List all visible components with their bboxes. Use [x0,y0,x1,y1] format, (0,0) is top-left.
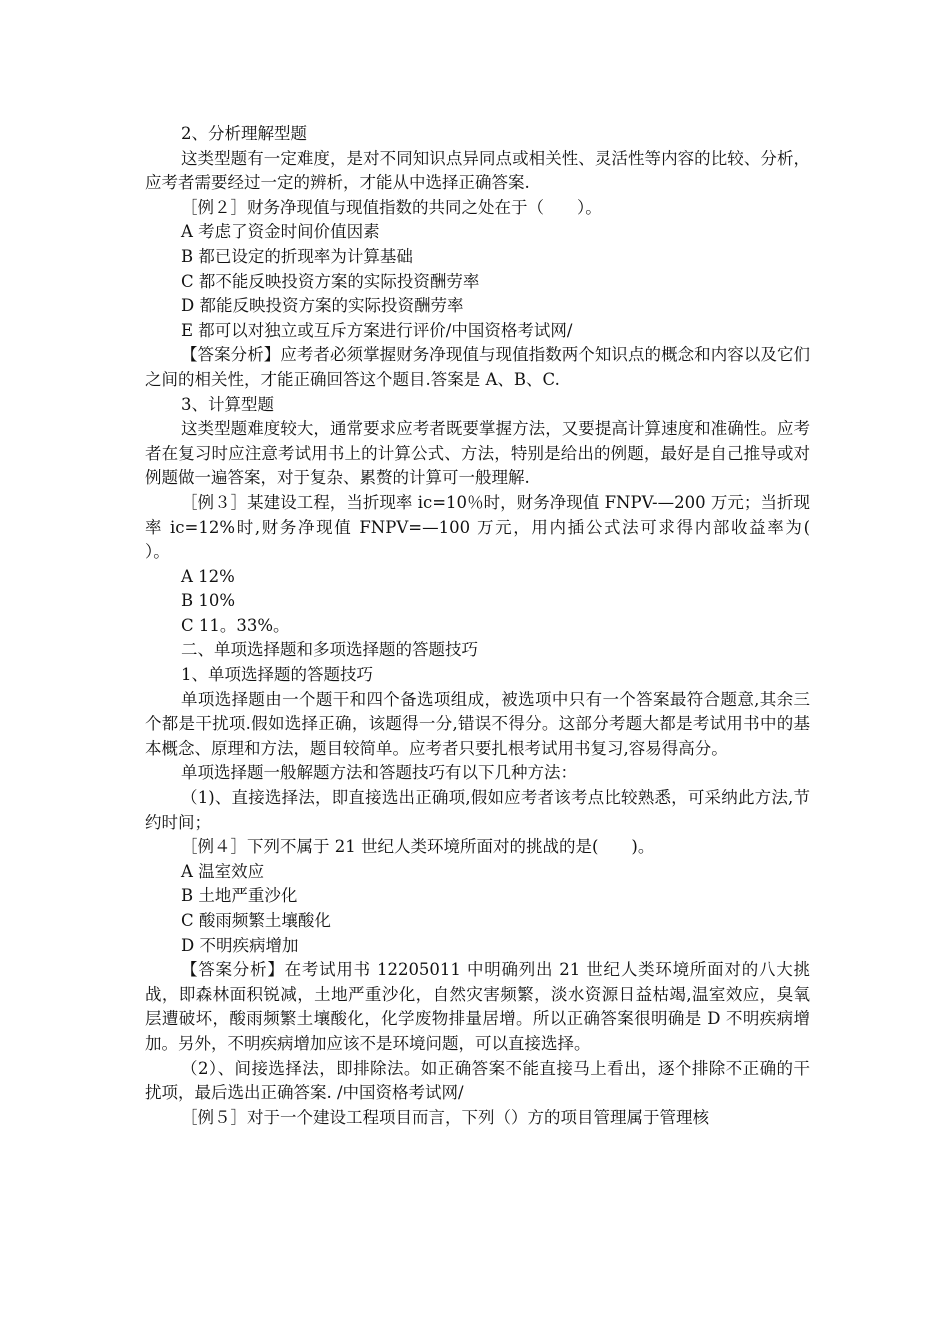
section-heading: 3、计算型题 [181,394,274,414]
paragraph: 这类型题难度较大，通常要求应考者既要掌握方法，又要提高计算速度和准确性。应考者在复习时应注意考试用书上的计算公式、方法，特别是给出的例题，最好是自己推导或对例题做一遍答案，对于复杂、累赘的计算可一般理解. [145,419,810,488]
document-body [145,122,843,1130]
example-question: ［例３］某建设工程，当折现率 ic=10％时，财务净现值 FNPV-—200 万元；当折现率 ic=12%时,财务净现值 FNPV=—100 万元，用内插公式法可求得内部收益率为( ）。 [145,492,843,562]
option-item: A 考虑了资金时间价值因素 [181,222,380,242]
option-item: B 10% [181,591,236,611]
option-item: E 都可以对独立或互斥方案进行评价/中国资格考试网/ [181,320,573,340]
paragraph: （2）、间接选择法，即排除法。如正确答案不能直接马上看出，逐个排除不正确的干扰项，最后选出正确答案. /中国资格考试网/ [145,1058,810,1103]
option-item: D 不明疾病增加 [181,935,299,955]
paragraph: （1)、直接选择法，即直接选出正确项,假如应考者该考点比较熟悉，可采纳此方法,节约时间； [145,788,810,832]
option-item: C 都不能反映投资方案的实际投资酬劳率 [181,271,480,291]
paragraph: 单项选择题由一个题干和四个备选项组成，被选项中只有一个答案最符合题意,其余三个都是干扰项.假如选择正确，该题得一分,错误不得分。这部分考题大都是考试用书中的基本概念、原理和方法，题目较简单。应考者只要扎根考试用书复习,容易得高分。 [145,689,810,758]
example-question: ［例５］对于一个建设工程项目而言，下列（）方的项目管理属于管理核 [181,1107,709,1127]
paragraph: 单项选择题一般解题方法和答题技巧有以下几种方法： [181,763,577,783]
section-heading: 1、单项选择题的答题技巧 [181,665,373,685]
example-question: ［例４］下列不属于 21 世纪人类环境所面对的挑战的是( )。 [181,837,655,857]
section-heading: 二、单项选择题和多项选择题的答题技巧 [181,640,478,660]
paragraph: 这类型题有一定难度，是对不同知识点异同点或相关性、灵活性等内容的比较、分析，应考者需要经过一定的辨析，才能从中选择正确答案. [145,148,810,193]
option-item: D 都能反映投资方案的实际投资酬劳率 [181,296,464,316]
option-item: C 11。33%。 [181,615,290,635]
section-heading: 2、分析理解型题 [181,124,307,143]
option-item: B 土地严重沙化 [181,886,298,906]
answer-analysis: 【答案分析】应考者必须掌握财务净现值与现值指数两个知识点的概念和内容以及它们之间的相关性，才能正确回答这个题目.答案是 A、B、C. [145,345,810,389]
option-item: C 酸雨频繁土壤酸化 [181,911,331,930]
answer-analysis: 【答案分析】在考试用书 12205011 中明确列出 21 世纪人类环境所面对的八大挑战，即森林面积锐减，土地严重沙化，自然灾害频繁，淡水资源日益枯竭,温室效应，臭氧层遭破坏，酸雨频繁土壤酸化，化学废物排量居增。所以正确答案很明确是 D 不明疾病增加。另外，不明疾病增加应该不是环境问题，可以直接选择。 [145,960,811,1053]
option-item: A 温室效应 [181,861,265,881]
option-item: A 12% [181,566,235,586]
example-question: ［例２］财务净现值与现值指数的共同之处在于（ ）。 [181,197,602,217]
option-item: B 都已设定的折现率为计算基础 [181,246,413,266]
